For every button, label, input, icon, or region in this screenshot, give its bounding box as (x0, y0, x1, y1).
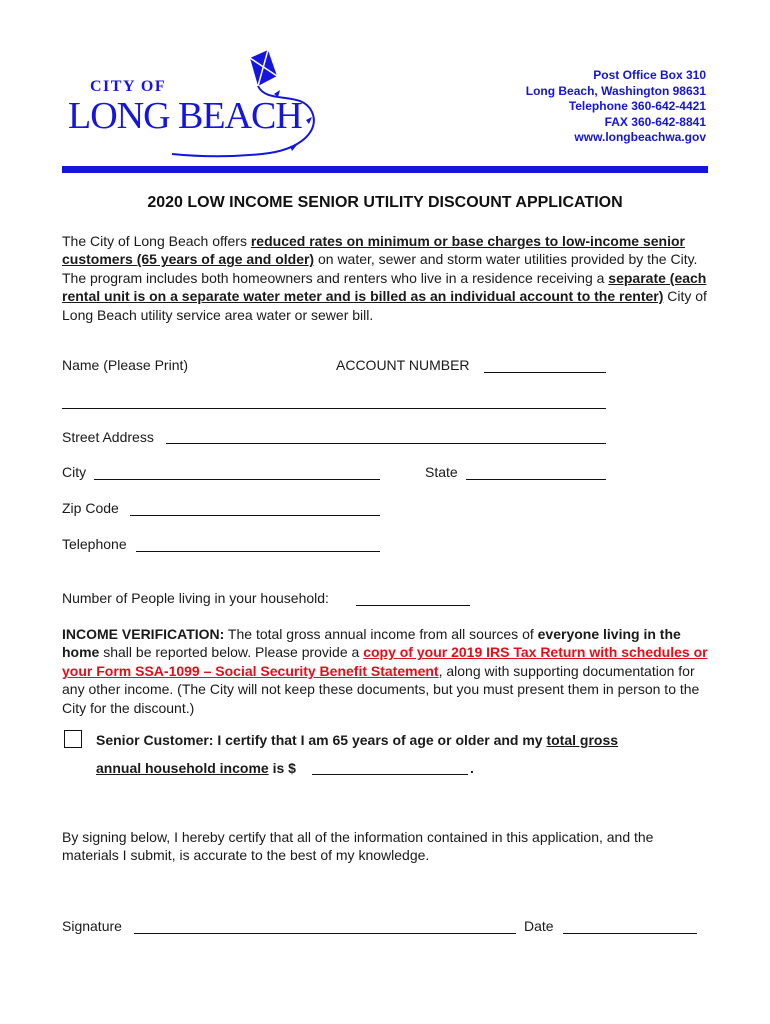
contact-telephone: Telephone 360-642-4421 (568, 99, 706, 113)
signature-label: Signature (62, 918, 122, 934)
street-address-field[interactable] (166, 443, 606, 444)
senior-certify-annual-income: annual household income (96, 760, 269, 776)
account-number-field[interactable] (484, 372, 606, 373)
header-divider-bar (62, 166, 708, 173)
income-verification-paragraph (62, 625, 708, 717)
senior-certify-text: is $ (268, 760, 296, 776)
city-field[interactable] (94, 479, 380, 480)
income-emphasis-everyone: everyone living in the home (62, 626, 681, 661)
date-field[interactable] (563, 933, 697, 934)
name-label: Name (Please Print) (62, 357, 189, 373)
name-field[interactable] (62, 408, 606, 409)
senior-certify-total-gross: total gross (546, 732, 619, 748)
zip-code-label: Zip Code (62, 500, 119, 516)
intro-emphasis-reduced-rates: reduced rates on minimum or base charges to low-income senior customers (65 years of age and older) (62, 233, 685, 268)
account-number-label: ACCOUNT NUMBER (336, 357, 470, 373)
signature-field[interactable] (134, 933, 516, 934)
logo-long-beach-text: LONG BEACH (68, 95, 302, 137)
senior-certify-checkbox[interactable] (64, 730, 82, 748)
senior-certify-text: Senior Customer: I certify that I am 65 years of age or older and my (96, 732, 547, 748)
logo-city-of-text: CITY OF (90, 78, 167, 95)
income-required-documents: copy of your 2019 IRS Tax Return with schedules or your Form SSA-1099 – Social Security Benefit Statement (62, 644, 708, 679)
contact-address-line: Post Office Box 310 (593, 68, 706, 82)
intro-emphasis-separate-meter: separate (each rental unit is on a separate water meter and is billed as an individual account to the renter) (62, 269, 707, 305)
annual-income-field[interactable] (312, 774, 468, 775)
page-title: 2020 LOW INCOME SENIOR UTILITY DISCOUNT APPLICATION (147, 194, 623, 211)
contact-info (526, 68, 706, 146)
contact-city-line: Long Beach, Washington 98631 (525, 83, 706, 98)
senior-certify-line2 (96, 760, 296, 776)
intro-text: The City of Long Beach offers (62, 233, 251, 249)
telephone-label: Telephone (62, 536, 127, 552)
senior-certify-line1 (96, 732, 618, 748)
city-logo (62, 50, 322, 160)
contact-website-link[interactable]: www.longbeachwa.gov (574, 130, 706, 144)
income-text: The total gross annual income from all sources of (224, 626, 538, 642)
income-text: , along with supporting documentation for any other income. (The City will not keep these documents, but you must present them in person to the City for the discount.) (62, 662, 700, 716)
date-label: Date (524, 918, 554, 934)
zip-code-field[interactable] (130, 515, 380, 516)
contact-fax: FAX 360-642-8841 (604, 114, 706, 129)
senior-certify-period: . (470, 760, 474, 776)
city-label: City (62, 464, 87, 480)
telephone-field[interactable] (136, 551, 380, 552)
household-size-field[interactable] (356, 605, 470, 606)
state-field[interactable] (466, 479, 606, 480)
income-verification-heading: INCOME VERIFICATION: (62, 626, 225, 642)
state-label: State (425, 464, 458, 480)
household-size-label: Number of People living in your household: (62, 590, 329, 606)
income-text: shall be reported below. Please provide a (99, 644, 364, 661)
intro-paragraph (62, 232, 708, 324)
certification-statement: By signing below, I hereby certify that all of the information contained in this application, and the materials I submit, is accurate to the best of my knowledge. (62, 829, 654, 864)
street-address-label: Street Address (62, 429, 154, 445)
intro-text: on water, sewer and storm water utilities provided by the City. The program includes both homeowners and renters who live in a residence receiving a (62, 251, 698, 286)
intro-text: City of Long Beach utility service area water or sewer bill. (62, 288, 707, 323)
